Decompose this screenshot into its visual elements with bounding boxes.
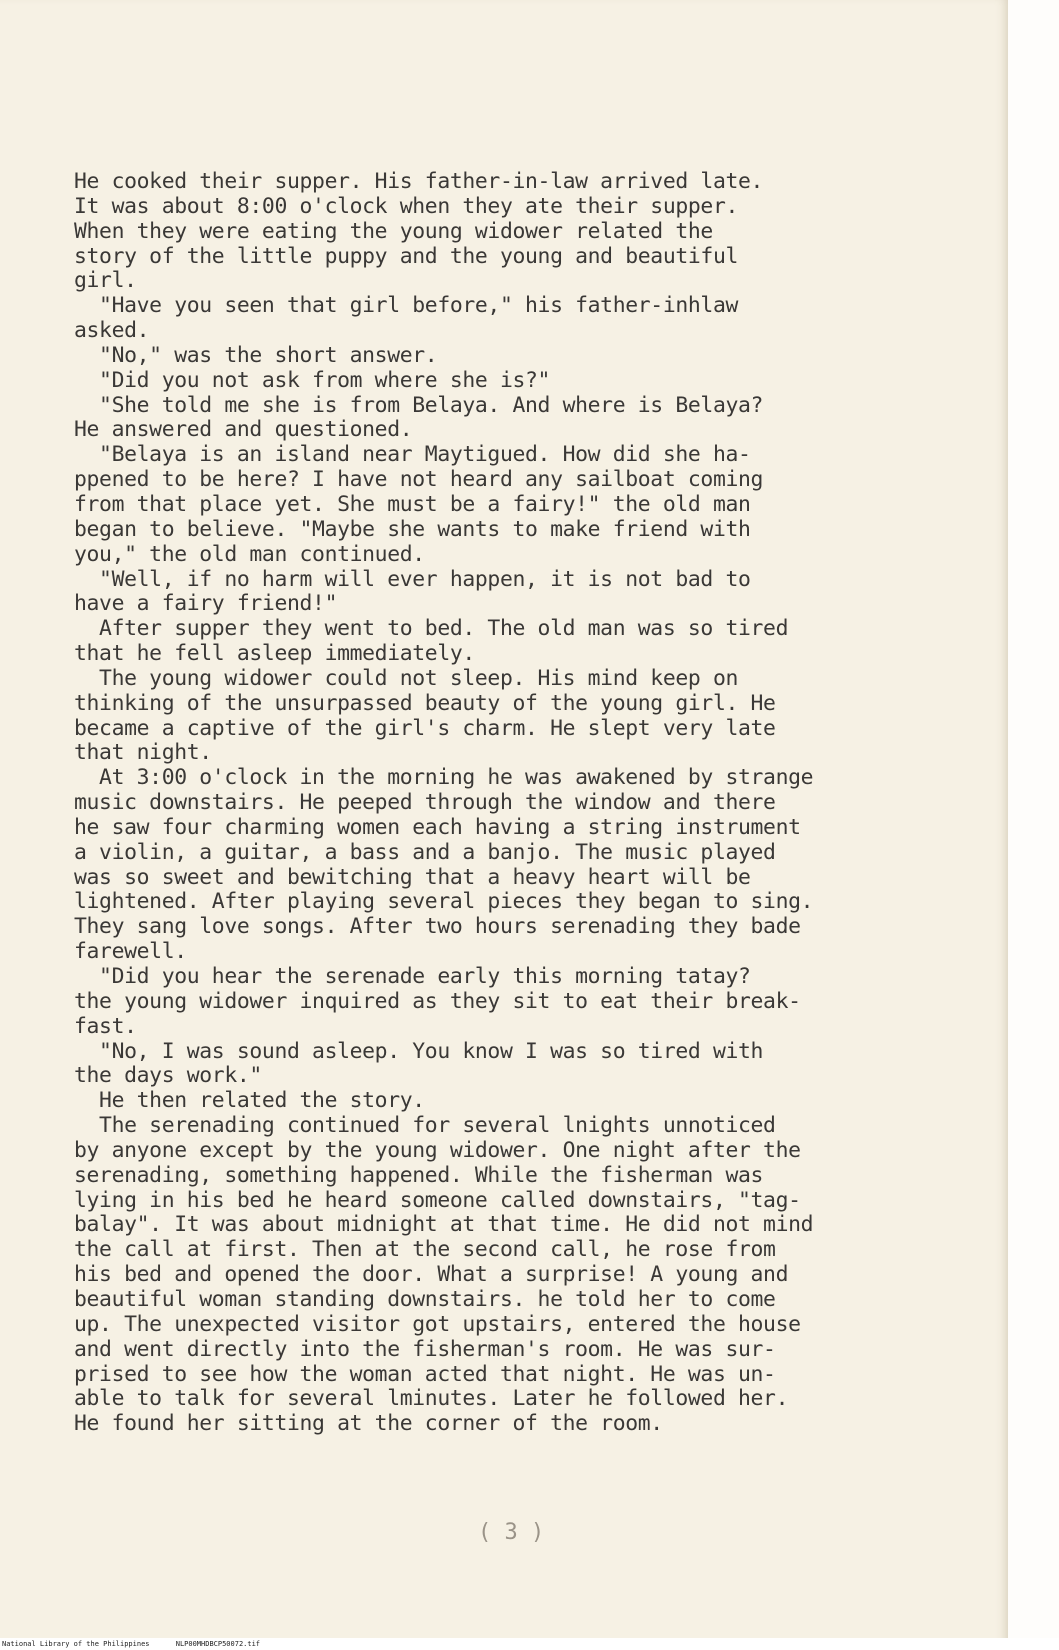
text-line: serenading, something happened. While the fisherman was xyxy=(74,1162,764,1188)
text-line: At 3:00 o'clock in the morning he was awakened by strange xyxy=(74,765,814,791)
text-line: became a captive of the girl's charm. He slept very late xyxy=(74,715,776,741)
text-line: ppened to be here? I have not heard any sailboat coming xyxy=(74,467,764,493)
text-line: After supper they went to bed. The old man was so tired xyxy=(74,616,789,642)
text-line: beautiful woman standing downstairs. he told her to come xyxy=(74,1286,776,1312)
text-line: "No," was the short answer. xyxy=(74,342,438,368)
text-line: The serenading continued for several lnights unnoticed xyxy=(74,1113,776,1139)
footer-filename: NLP00MHDBCP50072.tif xyxy=(175,1640,261,1648)
scan-footer xyxy=(0,1638,1059,1650)
page-number: ( 3 ) xyxy=(478,1520,545,1545)
text-line: thinking of the unsurpassed beauty of the young girl. He xyxy=(74,690,776,716)
text-line: farewell. xyxy=(74,939,187,965)
text-line: have a fairy friend!" xyxy=(74,591,338,617)
text-line: was so sweet and bewitching that a heavy heart will be xyxy=(74,864,751,890)
text-line: fast. xyxy=(74,1013,137,1039)
text-line: up. The unexpected visitor got upstairs, entered the house xyxy=(74,1311,801,1337)
text-line: It was about 8:00 o'clock when they ate their supper. xyxy=(74,193,738,219)
text-line: girl. xyxy=(74,268,137,294)
text-line: you," the old man continued. xyxy=(74,541,425,567)
text-line: his bed and opened the door. What a surprise! A young and xyxy=(74,1262,789,1288)
text-line: "Well, if no harm will ever happen, it is not bad to xyxy=(74,566,751,592)
text-line: "Have you seen that girl before," his father-inhlaw xyxy=(74,293,738,319)
text-line: from that place yet. She must be a fairy!" the old man xyxy=(74,491,751,517)
text-line: the call at first. Then at the second call, he rose from xyxy=(74,1237,776,1263)
text-line: He answered and questioned. xyxy=(74,417,413,443)
text-line: He cooked their supper. His father-in-law arrived late. xyxy=(74,169,764,194)
text-line: balay". It was about midnight at that time. He did not mind xyxy=(74,1212,814,1238)
scan-margin xyxy=(1008,0,1059,1650)
text-line: the young widower inquired as they sit to eat their break- xyxy=(74,988,801,1014)
text-line: He then related the story. xyxy=(74,1088,425,1114)
text-line: a violin, a guitar, a bass and a banjo. The music played xyxy=(74,839,776,865)
text-line: "No, I was sound asleep. You know I was so tired with xyxy=(74,1038,764,1064)
text-line: asked. xyxy=(74,318,150,344)
text-line: story of the little puppy and the young and beautiful xyxy=(74,243,738,269)
text-line: The young widower could not sleep. His mind keep on xyxy=(74,665,738,691)
text-line: They sang love songs. After two hours serenading they bade xyxy=(74,914,801,940)
text-line: by anyone except by the young widower. One night after the xyxy=(74,1137,801,1163)
typed-text-body xyxy=(74,170,974,1437)
text-line: He found her sitting at the corner of the room. xyxy=(74,1411,663,1437)
text-line: that night. xyxy=(74,740,212,766)
text-line: When they were eating the young widower related the xyxy=(74,218,713,244)
text-line: lying in his bed he heard someone called downstairs, "tag- xyxy=(74,1187,801,1213)
text-line: prised to see how the woman acted that night. He was un- xyxy=(74,1361,776,1387)
text-line: he saw four charming women each having a string instrument xyxy=(74,814,801,840)
text-line: "Belaya is an island near Maytigued. How did she ha- xyxy=(74,442,751,468)
text-line: that he fell asleep immediately. xyxy=(74,641,475,667)
text-line: music downstairs. He peeped through the window and there xyxy=(74,790,776,816)
text-line: able to talk for several lminutes. Later he followed her. xyxy=(74,1386,789,1412)
footer-library: National Library of the Philippines xyxy=(2,1640,150,1648)
text-line: "Did you not ask from where she is?" xyxy=(74,367,551,393)
text-line: "Did you hear the serenade early this morning tatay? xyxy=(74,964,751,989)
text-line: began to believe. "Maybe she wants to make friend with xyxy=(74,516,751,542)
text-line: and went directly into the fisherman's room. He was sur- xyxy=(74,1336,776,1362)
text-line: "She told me she is from Belaya. And where is Belaya? xyxy=(74,392,764,418)
text-line: lightened. After playing several pieces they began to sing. xyxy=(74,889,814,915)
text-line: the days work." xyxy=(74,1063,262,1089)
